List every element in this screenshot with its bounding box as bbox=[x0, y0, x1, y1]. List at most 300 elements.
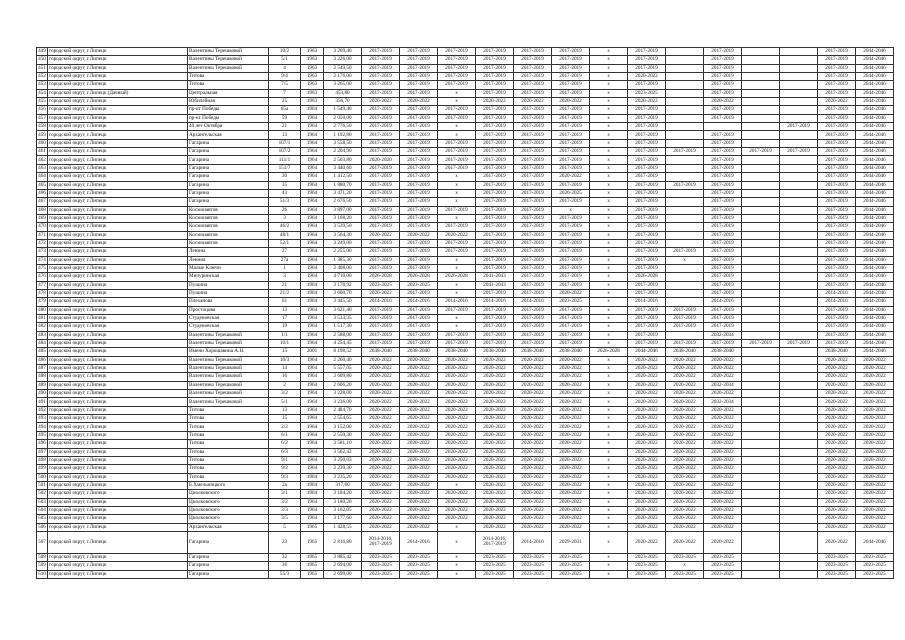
period-cell: 2020-2022 bbox=[552, 373, 590, 381]
period-cell: 2017-2019 bbox=[628, 206, 666, 214]
period-cell: 2017-2019 bbox=[514, 315, 552, 323]
period-cell: 2044-2046 bbox=[856, 148, 894, 156]
period-cell: 2017-2019 bbox=[666, 248, 704, 256]
municipality-cell: городской округ, г.Липецк bbox=[48, 214, 188, 222]
period-cell: 2017-2019 bbox=[818, 306, 856, 314]
row-number-cell: 487 bbox=[38, 365, 46, 372]
period-cell: 2023-2025 bbox=[856, 570, 894, 578]
period-cell: 2020-2022 bbox=[856, 390, 894, 398]
house-number-cell: 9/4 bbox=[269, 73, 301, 81]
period-cell: 2020-2022 bbox=[476, 373, 514, 381]
period-cell: 2014-2016 bbox=[704, 298, 742, 306]
period-cell: х bbox=[590, 206, 628, 214]
period-cell bbox=[742, 523, 780, 531]
period-cell: 2020-2022 bbox=[818, 373, 856, 381]
period-cell: 2017-2019 bbox=[818, 264, 856, 272]
area-cell: 3 209,40 bbox=[324, 48, 362, 56]
period-cell: 2020-2022 bbox=[400, 98, 438, 106]
period-cell bbox=[780, 231, 818, 239]
table-row bbox=[37, 89, 894, 97]
period-cell: 2017-2019 bbox=[476, 223, 514, 231]
period-cell: 2044-2046 bbox=[856, 248, 894, 256]
period-cell: 2017-2019 bbox=[628, 256, 666, 264]
period-cell bbox=[742, 73, 780, 81]
period-cell: 2020-2022 bbox=[362, 406, 400, 414]
period-cell: 2020-2022 bbox=[628, 356, 666, 364]
house-number-cell: 10/3 bbox=[269, 356, 301, 364]
area-cell: 3 539,50 bbox=[324, 223, 362, 231]
period-cell bbox=[780, 490, 818, 498]
period-cell bbox=[780, 131, 818, 139]
municipality-cell: городской округ, г.Липецк bbox=[48, 356, 188, 364]
period-cell: 2044-2046 bbox=[856, 298, 894, 306]
period-cell: 2020-2022 bbox=[856, 465, 894, 473]
street-cell: Космонавтов bbox=[188, 223, 269, 231]
period-cell: 2017-2019 bbox=[514, 81, 552, 89]
row-number-cell: 459 bbox=[38, 131, 46, 138]
period-cell: х bbox=[590, 64, 628, 72]
municipality-cell: городской округ, г.Липецк bbox=[48, 365, 188, 373]
house-number-cell: 48/1 bbox=[269, 231, 301, 239]
period-cell bbox=[780, 298, 818, 306]
period-cell: 2017-2019 bbox=[514, 139, 552, 147]
period-cell: 2020-2022 bbox=[666, 465, 704, 473]
period-cell bbox=[666, 173, 704, 181]
period-cell: 2017-2019 bbox=[704, 214, 742, 222]
period-cell: 2017-2019 bbox=[628, 164, 666, 172]
period-cell: 2020-2022 bbox=[514, 448, 552, 456]
year-built-cell: 1964 bbox=[301, 323, 324, 331]
period-cell: х bbox=[590, 415, 628, 423]
period-cell: 2017-2019 bbox=[514, 198, 552, 206]
area-cell: 3 440,60 bbox=[324, 164, 362, 172]
area-cell: 2 816,80 bbox=[324, 531, 362, 553]
year-built-cell: 1964 bbox=[301, 156, 324, 164]
municipality-cell: городской округ, г.Липецк bbox=[48, 440, 188, 448]
period-cell: 2017-2019 bbox=[476, 148, 514, 156]
house-number-cell: 61 bbox=[269, 298, 301, 306]
period-cell bbox=[780, 406, 818, 414]
year-built-cell: 1965 bbox=[301, 531, 324, 553]
period-cell: 2020-2022 bbox=[514, 440, 552, 448]
row-number-cell: 449 bbox=[38, 48, 46, 55]
period-cell: 2017-2019 bbox=[818, 331, 856, 339]
table-row bbox=[37, 289, 894, 297]
period-cell: 2020-2022 bbox=[476, 456, 514, 464]
period-cell bbox=[742, 173, 780, 181]
period-cell: х bbox=[666, 256, 704, 264]
period-cell: 2044-2046 bbox=[856, 273, 894, 281]
house-number-cell: 26 bbox=[269, 206, 301, 214]
area-cell: 2 550,30 bbox=[324, 431, 362, 439]
period-cell: 2017-2019 bbox=[476, 123, 514, 131]
period-cell: 2020-2022 bbox=[818, 515, 856, 523]
period-cell: 2020-2025 bbox=[552, 189, 590, 197]
period-cell: 2017-2019 bbox=[400, 73, 438, 81]
street-cell: Титова bbox=[188, 423, 269, 431]
period-cell bbox=[666, 298, 704, 306]
period-cell: 2017-2019 bbox=[818, 123, 856, 131]
street-cell: Гагарина bbox=[188, 173, 269, 181]
period-cell: 2020-2022 bbox=[362, 373, 400, 381]
period-cell bbox=[780, 398, 818, 406]
period-cell: 2020-2022 bbox=[438, 506, 476, 514]
house-number-cell: 21 bbox=[269, 123, 301, 131]
area-cell: 8 198,52 bbox=[324, 348, 362, 356]
period-cell: 2017-2019 bbox=[628, 181, 666, 189]
period-cell: 2017-2019 bbox=[704, 306, 742, 314]
period-cell: 2017-2019 bbox=[628, 114, 666, 122]
period-cell: 2020-2022 bbox=[476, 515, 514, 523]
period-cell: 2020-2022 bbox=[704, 406, 742, 414]
period-cell: 2020-2022 bbox=[514, 498, 552, 506]
area-cell: 3 609,80 bbox=[324, 373, 362, 381]
street-cell: Валентины Терешковой bbox=[188, 56, 269, 64]
period-cell: х bbox=[590, 98, 628, 106]
period-cell: 2020-2022 bbox=[628, 490, 666, 498]
period-cell: 2020-2022 bbox=[552, 398, 590, 406]
period-cell bbox=[742, 81, 780, 89]
period-cell: 2017-2019 bbox=[552, 223, 590, 231]
period-cell: 2017-2019 bbox=[628, 239, 666, 247]
year-built-cell: 1963 bbox=[301, 56, 324, 64]
period-cell: 2020-2022 bbox=[552, 173, 590, 181]
area-cell: 2 260,40 bbox=[324, 356, 362, 364]
period-cell: 2020-2022 bbox=[704, 490, 742, 498]
table-row bbox=[37, 473, 894, 481]
period-cell bbox=[666, 139, 704, 147]
period-cell: 2020-2022 bbox=[552, 448, 590, 456]
period-cell: 2017-2019 bbox=[818, 131, 856, 139]
period-cell: 2020-2022 bbox=[628, 498, 666, 506]
house-number-cell: 32 bbox=[269, 553, 301, 561]
period-cell bbox=[742, 156, 780, 164]
house-number-cell: 111/1 bbox=[269, 156, 301, 164]
period-cell: 2017-2019 bbox=[704, 164, 742, 172]
street-cell: Титова bbox=[188, 473, 269, 481]
period-cell bbox=[780, 323, 818, 331]
period-cell: 2017-2019 bbox=[514, 56, 552, 64]
period-cell: х bbox=[590, 139, 628, 147]
period-cell: 2017-2019 bbox=[400, 206, 438, 214]
period-cell bbox=[666, 164, 704, 172]
period-cell bbox=[742, 490, 780, 498]
period-cell: 2017-2019 bbox=[552, 340, 590, 348]
period-cell: 2017-2019 bbox=[704, 48, 742, 56]
period-cell: 2017-2019 bbox=[704, 340, 742, 348]
period-cell: 2020-2022 bbox=[856, 448, 894, 456]
period-cell: 2020-2022 bbox=[362, 448, 400, 456]
period-cell bbox=[666, 331, 704, 339]
period-cell: х bbox=[438, 562, 476, 570]
year-built-cell: 1964 bbox=[301, 506, 324, 514]
year-built-cell: 1964 bbox=[301, 239, 324, 247]
period-cell: 2017-2019 bbox=[628, 323, 666, 331]
period-cell: 2017-2019 bbox=[400, 56, 438, 64]
area-cell: 4 710,00 bbox=[324, 273, 362, 281]
period-cell: 2017-2019 bbox=[438, 114, 476, 122]
period-cell: 2017-2019 bbox=[704, 264, 742, 272]
period-cell: 2014-2016 bbox=[818, 298, 856, 306]
period-cell: 2020-2022 bbox=[628, 381, 666, 389]
period-cell: 2017-2019 bbox=[666, 181, 704, 189]
municipality-cell: городской округ, г.Липецк bbox=[48, 239, 188, 247]
period-cell: 2017-2019 bbox=[552, 273, 590, 281]
period-cell bbox=[780, 98, 818, 106]
period-cell: 2017-2019 bbox=[818, 48, 856, 56]
period-cell: 2020-2020 bbox=[362, 156, 400, 164]
row-number-cell: 492 bbox=[38, 406, 46, 413]
period-cell: 2020-2022 bbox=[400, 415, 438, 423]
house-number-cell: 1 bbox=[269, 264, 301, 272]
period-cell: 2020-2022 bbox=[818, 456, 856, 464]
period-cell bbox=[780, 423, 818, 431]
area-cell: 2 239,30 bbox=[324, 465, 362, 473]
period-cell bbox=[742, 239, 780, 247]
period-cell: 2020-2022 bbox=[628, 365, 666, 373]
period-cell: 2020-2022 bbox=[362, 398, 400, 406]
row-number-cell: 460 bbox=[38, 139, 46, 146]
period-cell: 2044-2046 bbox=[856, 131, 894, 139]
table-row bbox=[37, 114, 894, 122]
period-cell bbox=[742, 473, 780, 481]
house-number-cell: 5/1 bbox=[269, 56, 301, 64]
period-cell: 2020-2022 bbox=[704, 98, 742, 106]
period-cell: 2014-2016 bbox=[400, 531, 438, 553]
period-cell: 2017-2019 bbox=[400, 315, 438, 323]
municipality-cell: городской округ, г.Липецк bbox=[48, 381, 188, 389]
period-cell: 2017-2019 bbox=[818, 214, 856, 222]
table-row bbox=[37, 106, 894, 114]
period-cell: 2017-2019 bbox=[514, 148, 552, 156]
period-cell bbox=[780, 415, 818, 423]
period-cell: 2017-2019 bbox=[818, 239, 856, 247]
period-cell: 2020-2022 bbox=[476, 415, 514, 423]
period-cell: 2020-2022 bbox=[438, 406, 476, 414]
period-cell: х bbox=[590, 515, 628, 523]
period-cell: 2023-2025 bbox=[362, 562, 400, 570]
period-cell bbox=[780, 390, 818, 398]
period-cell bbox=[780, 273, 818, 281]
period-cell: 2020-2022 bbox=[438, 356, 476, 364]
period-cell: 2023-2025 bbox=[666, 553, 704, 561]
row-number-cell: 481 bbox=[38, 315, 46, 322]
period-cell: 2017-2019 bbox=[476, 114, 514, 122]
period-cell: 2017-2019 bbox=[438, 206, 476, 214]
period-cell: 2020-2022 bbox=[704, 498, 742, 506]
municipality-cell: городской округ, г.Липецк bbox=[48, 570, 188, 578]
table-row bbox=[37, 465, 894, 473]
period-cell: 2017-2019 bbox=[514, 89, 552, 97]
house-number-cell: 9/3 bbox=[269, 473, 301, 481]
period-cell bbox=[666, 281, 704, 289]
street-cell: Космонавтов bbox=[188, 239, 269, 247]
period-cell: 2017-2019 bbox=[514, 223, 552, 231]
row-number-cell: 482 bbox=[38, 323, 46, 330]
period-cell: 2044-2046 bbox=[856, 323, 894, 331]
period-cell bbox=[780, 206, 818, 214]
period-cell: х bbox=[590, 531, 628, 553]
period-cell: 2023-2025 bbox=[514, 570, 552, 578]
period-cell bbox=[780, 189, 818, 197]
period-cell bbox=[742, 373, 780, 381]
period-cell: 2023-2025 bbox=[362, 281, 400, 289]
period-cell: 2020-2022 bbox=[514, 398, 552, 406]
period-cell: 2020-2022 bbox=[856, 498, 894, 506]
period-cell: х bbox=[590, 331, 628, 339]
house-number-cell: 27 bbox=[269, 248, 301, 256]
row-number-cell: 502 bbox=[38, 490, 46, 497]
period-cell: 2017-2019 bbox=[552, 139, 590, 147]
period-cell: 2020-2022 bbox=[856, 431, 894, 439]
period-cell: 2020-2022 bbox=[362, 365, 400, 373]
period-cell: 2020-2022 bbox=[438, 373, 476, 381]
row-number-cell: 510 bbox=[38, 570, 46, 577]
street-cell: Циолковского bbox=[188, 506, 269, 514]
period-cell: 2020-2022 bbox=[362, 231, 400, 239]
row-number-cell: 476 bbox=[38, 273, 46, 280]
period-cell bbox=[780, 498, 818, 506]
period-cell: 2020-2022 bbox=[704, 356, 742, 364]
period-cell: 2020-2022 bbox=[400, 365, 438, 373]
year-built-cell: 1964 bbox=[301, 164, 324, 172]
period-cell: 2017-2019 bbox=[666, 306, 704, 314]
municipality-cell: городской округ, г.Липецк bbox=[48, 206, 188, 214]
table-row bbox=[37, 223, 894, 231]
table-row bbox=[37, 231, 894, 239]
period-cell: 2017-2019 bbox=[476, 131, 514, 139]
period-cell: 2020-2022 bbox=[514, 473, 552, 481]
period-cell bbox=[780, 281, 818, 289]
period-cell: 2017-2019 bbox=[514, 306, 552, 314]
period-cell: 2020-2022 bbox=[362, 440, 400, 448]
period-cell: 2020-2022 bbox=[666, 423, 704, 431]
period-cell: 2017-2019 bbox=[818, 73, 856, 81]
period-cell bbox=[666, 114, 704, 122]
period-cell: 2020-2022 bbox=[666, 473, 704, 481]
period-cell: 2014-2016 bbox=[476, 298, 514, 306]
house-number-cell: 27а bbox=[269, 256, 301, 264]
period-cell: 2017-2019 bbox=[704, 131, 742, 139]
period-cell bbox=[742, 306, 780, 314]
street-cell: Гагарина bbox=[188, 181, 269, 189]
house-number-cell: 7 bbox=[269, 89, 301, 97]
street-cell: Титова bbox=[188, 81, 269, 89]
period-cell bbox=[666, 223, 704, 231]
municipality-cell: городской округ, г.Липецк bbox=[48, 531, 188, 553]
period-cell: 2017-2019 bbox=[362, 106, 400, 114]
table-row bbox=[37, 570, 894, 578]
period-cell: х bbox=[438, 256, 476, 264]
period-cell bbox=[780, 114, 818, 122]
period-cell: х bbox=[438, 189, 476, 197]
period-cell bbox=[742, 281, 780, 289]
table-row bbox=[37, 481, 894, 489]
period-cell: 2017-2019 bbox=[514, 123, 552, 131]
period-cell: 2020-2022 bbox=[704, 431, 742, 439]
period-cell: 2017-2019 bbox=[704, 89, 742, 97]
period-cell bbox=[780, 106, 818, 114]
period-cell: 2014-2016, 2017-2019 bbox=[476, 531, 514, 553]
period-cell: х bbox=[590, 356, 628, 364]
period-cell: 2017-2019 bbox=[476, 315, 514, 323]
period-cell: 2041-2043 bbox=[476, 273, 514, 281]
period-cell bbox=[780, 365, 818, 373]
period-cell: 2017-2019 bbox=[476, 156, 514, 164]
period-cell: 2017-2019 bbox=[514, 331, 552, 339]
street-cell: Б.Хмельницкого bbox=[188, 481, 269, 489]
period-cell: 2020-2022 bbox=[704, 506, 742, 514]
period-cell: 2017-2019 bbox=[362, 139, 400, 147]
period-cell: 2020-2022 bbox=[818, 98, 856, 106]
year-built-cell: 1964 bbox=[301, 373, 324, 381]
period-cell: 2020-2022 bbox=[362, 423, 400, 431]
table-row bbox=[37, 64, 894, 72]
street-cell: Циолковского bbox=[188, 515, 269, 523]
period-cell: 2020-2022 bbox=[362, 490, 400, 498]
period-cell bbox=[742, 365, 780, 373]
municipality-cell: городской округ, г.Липецк bbox=[48, 98, 188, 106]
period-cell: 2017-2019 bbox=[818, 148, 856, 156]
period-cell bbox=[780, 531, 818, 553]
period-cell: 2017-2019 bbox=[438, 73, 476, 81]
period-cell bbox=[666, 131, 704, 139]
period-cell bbox=[742, 356, 780, 364]
street-cell: Валентины Терешковой bbox=[188, 356, 269, 364]
house-number-cell: 30 bbox=[269, 173, 301, 181]
period-cell: 2017-2019 bbox=[362, 264, 400, 272]
period-cell: 2044-2046 bbox=[856, 156, 894, 164]
row-number-cell: 507 bbox=[37, 531, 48, 553]
street-cell: Гагарина bbox=[188, 156, 269, 164]
house-number-cell: 5/1 bbox=[269, 398, 301, 406]
period-cell: 2017-2019 bbox=[514, 239, 552, 247]
period-cell: х bbox=[590, 114, 628, 122]
street-cell: Титова bbox=[188, 465, 269, 473]
row-number-cell: 501 bbox=[38, 481, 46, 488]
row-number-cell: 461 bbox=[38, 148, 46, 155]
period-cell: 2017-2019 bbox=[362, 223, 400, 231]
period-cell: 2017-2019 bbox=[628, 331, 666, 339]
period-cell: 2023-2025 bbox=[400, 562, 438, 570]
period-cell: х bbox=[590, 323, 628, 331]
period-cell: 2029-2031 bbox=[552, 531, 590, 553]
period-cell: 2017-2019 bbox=[438, 56, 476, 64]
period-cell: х bbox=[590, 256, 628, 264]
period-cell: 2020-2022 bbox=[514, 98, 552, 106]
area-cell: 3 250,03 bbox=[324, 456, 362, 464]
period-cell: 2017-2019 bbox=[552, 315, 590, 323]
municipality-cell: городской округ, г.Липецк bbox=[48, 81, 188, 89]
period-cell: 2017-2019 bbox=[628, 248, 666, 256]
municipality-cell: городской округ, г.Липецк bbox=[48, 523, 188, 531]
period-cell: 2020-2022 bbox=[666, 373, 704, 381]
period-cell: 2017-2019 bbox=[362, 173, 400, 181]
period-cell: 2017-2019 bbox=[552, 48, 590, 56]
period-cell bbox=[704, 123, 742, 131]
area-cell: 453,80 bbox=[324, 89, 362, 97]
period-cell: 2017-2019 bbox=[818, 273, 856, 281]
period-cell: 2017-2019 bbox=[362, 206, 400, 214]
period-cell bbox=[780, 156, 818, 164]
municipality-cell: городской округ, г.Липецк bbox=[48, 498, 188, 506]
period-cell: 2017-2019 bbox=[552, 248, 590, 256]
period-cell: 2017-2019 bbox=[400, 106, 438, 114]
row-number-cell: 496 bbox=[38, 440, 46, 447]
row-number-cell: 467 bbox=[38, 198, 46, 205]
area-cell: 356,70 bbox=[324, 98, 362, 106]
period-cell: 2032-2034 bbox=[704, 398, 742, 406]
